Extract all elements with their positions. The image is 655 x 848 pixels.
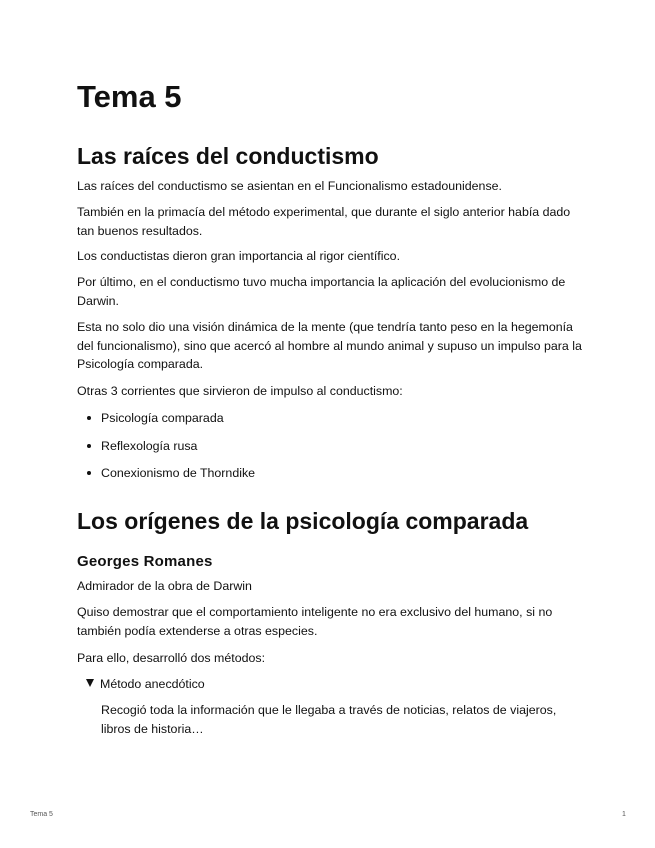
list-item-text: Conexionismo de Thorndike <box>101 466 256 480</box>
paragraph: Admirador de la obra de Darwin <box>77 579 252 593</box>
footer-left: Tema 5 <box>30 811 53 818</box>
bullet-list <box>77 409 582 492</box>
toggle-content: Recogió toda la información que le llegaba a través de noticias, relatos de viajeros, libros de historia… <box>101 703 557 736</box>
list-item <box>77 437 582 465</box>
subsection-heading: Georges Romanes <box>77 553 213 570</box>
section-heading-raices: Las raíces del conductismo <box>77 143 379 169</box>
paragraph: Las raíces del conductismo se asientan en el Funcionalismo estadounidense. <box>77 179 502 193</box>
paragraph: Esta no solo dio una visión dinámica de la mente (que tendría tanto peso en la hegemonía del funcionalismo), sino que acercó al hombre al mundo animal y supuso un impulso para la Psicología comparada. <box>77 320 582 371</box>
list-item-text: Psicología comparada <box>101 411 224 425</box>
toggle-triangle-icon <box>86 679 94 687</box>
toggle-label: Método anecdótico <box>100 677 205 691</box>
bullet-icon <box>87 416 91 420</box>
paragraph: Quiso demostrar que el comportamiento inteligente no era exclusivo del humano, si no también podía extenderse a otras especies. <box>77 605 553 638</box>
bullet-icon <box>87 471 91 475</box>
paragraph: Para ello, desarrolló dos métodos: <box>77 651 266 665</box>
paragraph: Los conductistas dieron gran importancia al rigor científico. <box>77 249 401 263</box>
list-item-text: Reflexología rusa <box>101 438 198 453</box>
section-heading-origenes: Los orígenes de la psicología comparada <box>77 508 529 534</box>
paragraph: También en la primacía del método experimental, que durante el siglo anterior había dado tan buenos resultados. <box>77 205 571 238</box>
bullet-icon <box>87 444 91 448</box>
page-number: 1 <box>622 811 626 818</box>
paragraph: Otras 3 corrientes que sirvieron de impulso al conductismo: <box>77 384 403 398</box>
paragraph: Por último, en el conductismo tuvo mucha importancia la aplicación del evolucionismo de Darwin. <box>77 275 566 308</box>
list-item <box>77 464 582 492</box>
list-item <box>77 409 582 437</box>
toggle-metodo-anecdotico[interactable] <box>86 675 205 694</box>
page-title: Tema 5 <box>77 79 182 114</box>
